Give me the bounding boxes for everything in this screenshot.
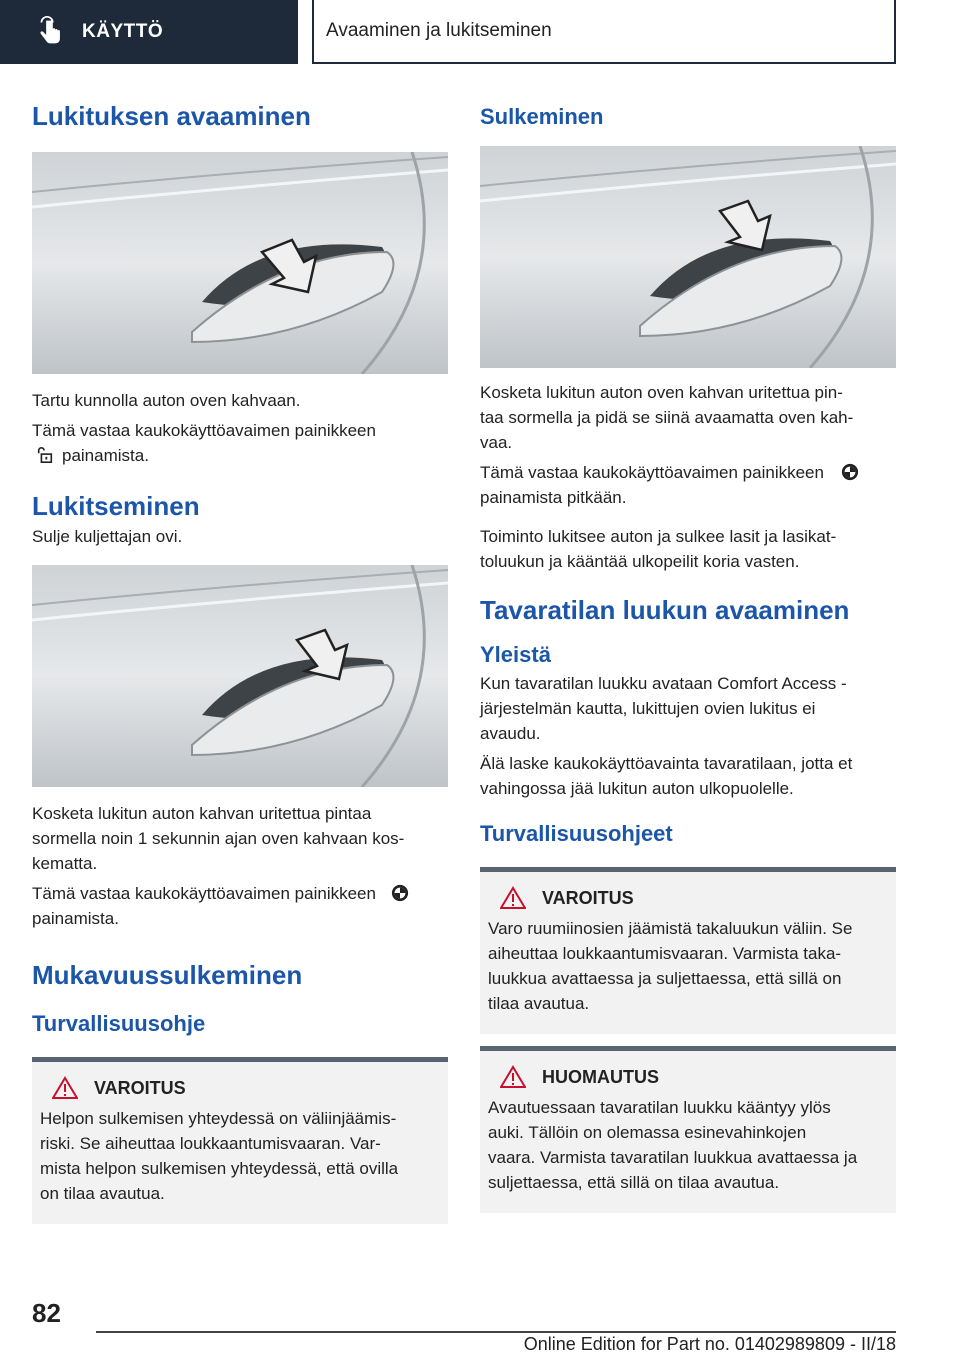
unlock-text-2 (32, 443, 448, 468)
door-handle-image-lock (32, 565, 448, 787)
warning-line-1: Helpon sulkemisen yhteydessä on väliinjäämis- (40, 1109, 397, 1129)
close-text-3-line1: Toiminto lukitsee auton ja sulkee lasit ja lasikat- (480, 527, 837, 547)
warning-box (480, 867, 896, 1034)
lock-text-1: Sulje kuljettajan ovi. (32, 526, 183, 546)
warning-line-4: tilaa avautua. (488, 994, 590, 1014)
heading-close: Sulkeminen (480, 104, 604, 129)
close-text-2a (480, 460, 896, 485)
warning-line-2: aiheuttaa loukkaantumisvaaran. Varmista taka- (488, 944, 842, 964)
warning-title (40, 1076, 440, 1100)
close-text-3-line2: toluukun ja kääntää ulkopeilit koria vasten. (480, 552, 800, 572)
lock-text-3a (32, 881, 448, 906)
general-text-1-line3: avaudu. (480, 723, 541, 743)
footer-divider (96, 1331, 896, 1333)
unlock-text-1: Tartu kunnolla auton oven kahvaan. (32, 390, 301, 410)
general-text-1-line2: järjestelmän kautta, lukittujen ovien lukitus ei (480, 698, 816, 718)
notice-line-3: vaara. Varmista tavaratilan luukkua avattaessa ja (488, 1148, 858, 1168)
heading-lock: Lukitseminen (32, 490, 200, 521)
section-tab (0, 0, 298, 64)
notice-title (488, 1065, 888, 1089)
bmw-logo-icon (841, 463, 859, 481)
close-text-2b: painamista pitkään. (480, 488, 627, 508)
unlock-text-2a: Tämä vastaa kaukokäyttöavaimen painikkeen (32, 420, 376, 440)
warning-title-label: VAROITUS (94, 1077, 186, 1098)
warning-triangle-icon (500, 1065, 526, 1089)
footer-edition: Online Edition for Part no. 01402989809 - II/18 (523, 1334, 896, 1354)
door-handle-image-close (480, 146, 896, 368)
warning-line-1: Varo ruumiinosien jäämistä takaluukun väliin. Se (488, 919, 853, 939)
close-text-1-line2: taa sormella ja pidä se siinä avaamatta oven kah- (480, 408, 854, 428)
left-column (32, 92, 448, 1224)
heading-general: Yleistä (480, 642, 551, 668)
general-text-2-line2: vahingossa jää lukitun auton ulkopuolelle. (480, 778, 794, 798)
chapter-title: Avaaminen ja lukitseminen (312, 0, 896, 64)
warning-line-3: mista helpon sulkemisen yhteydessä, että ovilla (40, 1159, 399, 1179)
lock-text-3b: painamista. (32, 908, 119, 928)
close-text-1-line3: vaa. (480, 433, 513, 453)
notice-line-2: auki. Tällöin on olemassa esinevahinkojen (488, 1123, 807, 1143)
page-header (0, 0, 960, 64)
close-text-2a-label: Tämä vastaa kaukokäyttöavaimen painikkeen (480, 463, 824, 483)
notice-title-label: HUOMAUTUS (542, 1066, 659, 1087)
right-column (480, 92, 896, 1213)
door-handle-image-unlock (32, 152, 448, 374)
notice-line-4: suljettaessa, että sillä on tilaa avautua. (488, 1173, 780, 1193)
bmw-logo-icon (391, 884, 409, 902)
general-text-2-line1: Älä laske kaukokäyttöavainta tavaratilaan, jotta et (480, 753, 853, 773)
lock-text-3a-label: Tämä vastaa kaukokäyttöavaimen painikkeen (32, 883, 376, 903)
heading-trunk-open: Tavaratilan luukun avaaminen (480, 595, 850, 626)
close-text-1-line1: Kosketa lukitun auton oven kahvan uritettua pin- (480, 383, 843, 403)
warning-line-4: on tilaa avautua. (40, 1184, 165, 1204)
page-number: 82 (32, 1298, 61, 1328)
section-tab-label: KÄYTTÖ (82, 21, 164, 42)
notice-box (480, 1046, 896, 1213)
unlock-padlock-icon (36, 446, 54, 464)
warning-box (32, 1057, 448, 1224)
heading-safety-notes: Turvallisuusohjeet (480, 820, 673, 846)
warning-triangle-icon (500, 886, 526, 910)
heading-safety-note: Turvallisuusohje (32, 1010, 206, 1036)
unlock-text-2b: painamista. (62, 445, 149, 465)
general-text-1-line1: Kun tavaratilan luukku avataan Comfort Access - (480, 673, 847, 693)
lock-text-2-line3: kematta. (32, 853, 98, 873)
warning-line-3: luukkua avattaessa ja suljettaessa, että sillä on (488, 969, 842, 989)
heading-comfort-close: Mukavuussulkeminen (32, 959, 303, 990)
touch-hand-icon (30, 13, 68, 51)
lock-text-2-line2: sormella noin 1 sekunnin ajan oven kahvaan kos- (32, 828, 405, 848)
lock-text-2-line1: Kosketa lukitun auton kahvan uritettua pintaa (32, 803, 372, 823)
heading-unlock: Lukituksen avaaminen (32, 101, 311, 131)
warning-triangle-icon (52, 1076, 78, 1100)
warning-title (488, 886, 888, 910)
notice-line-1: Avautuessaan tavaratilan luukku kääntyy ylös (488, 1098, 831, 1118)
warning-title-label: VAROITUS (542, 887, 634, 908)
warning-line-2: riski. Se aiheuttaa loukkaantumisvaaran. Var- (40, 1134, 381, 1154)
